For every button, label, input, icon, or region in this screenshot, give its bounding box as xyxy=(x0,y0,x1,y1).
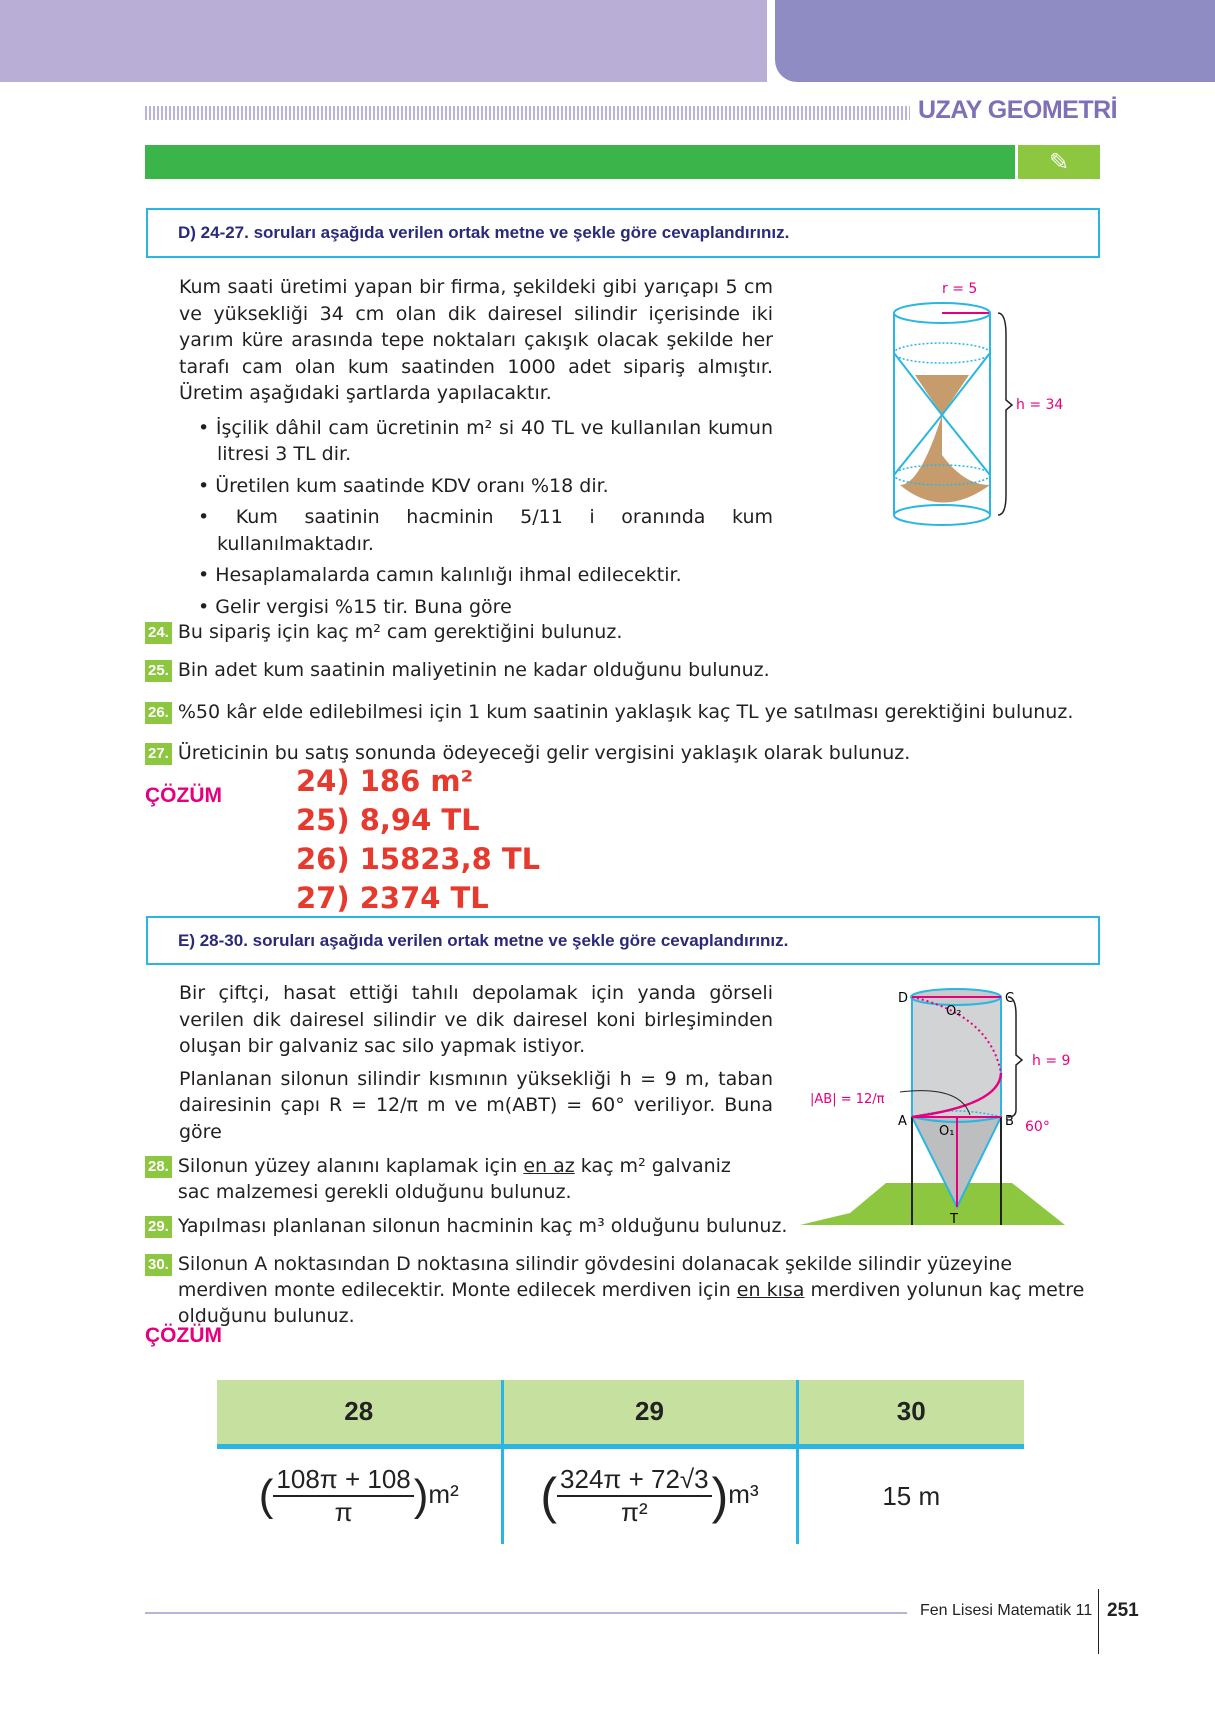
header-band-left xyxy=(0,0,767,82)
answer-24: 24) 186 m² xyxy=(296,764,474,798)
answer-25: 25) 8,94 TL xyxy=(296,803,480,837)
list-item: • Gelir vergisi %15 tir. Buna göre xyxy=(179,594,773,621)
point-t: T xyxy=(950,1212,958,1227)
solution-label: ÇÖZÜM xyxy=(145,1324,222,1347)
question-text: Bu sipariş için kaç m² cam gerektiğini bulunuz. xyxy=(177,621,623,643)
paragraph-text: Bir çiftçi, hasat ettiği tahılı depolamak için yanda görseli verilen dik dairesel silindir ve dik dairesel koni birleşiminden oluşan bir galvaniz sac silo yapmak istiyor. xyxy=(179,982,773,1057)
question-text: Yapılması planlanan silonun hacminin kaç m³ olduğunu bulunuz. xyxy=(177,1215,788,1237)
hourglass-figure xyxy=(880,275,1080,530)
question-24 xyxy=(145,619,622,645)
radius-label: r = 5 xyxy=(942,281,978,297)
angle-label: 60° xyxy=(1025,1119,1050,1135)
paragraph-e xyxy=(179,980,773,1145)
instruction-text: E) 28-30. soruları aşağıda verilen ortak metne ve şekle göre cevaplandırınız. xyxy=(178,930,789,950)
chapter-title: UZAY GEOMETRİ xyxy=(918,96,1118,124)
book-title: Fen Lisesi Matematik 11 xyxy=(920,1602,1093,1619)
green-bar xyxy=(145,145,1015,179)
height-label: h = 9 xyxy=(1032,1053,1071,1069)
list-item: • Kum saatinin hacminin 5/11 i oranında kum kullanılmaktadır. xyxy=(179,504,773,557)
point-o1: O₁ xyxy=(939,1124,955,1139)
instruction-box-d xyxy=(146,208,1100,258)
paragraph-text: Planlanan silonun silindir kısmının yüksekliği h = 9 m, taban dairesinin çapı R = 12/π m ve m(ABT) = 60° veriliyor. Buna göre xyxy=(179,1067,773,1143)
question-text: Silonun yüzey alanını kaplamak için en az kaç m² galvaniz sac malzemesi gerekli olduğunu bulunuz. xyxy=(177,1155,731,1203)
point-d: D xyxy=(898,991,909,1006)
question-number: 24. xyxy=(145,622,172,644)
point-c: C xyxy=(1005,991,1015,1006)
list-item: • Hesaplamalarda camın kalınlığı ihmal edilecektir. xyxy=(179,562,773,589)
table-header: 29 xyxy=(502,1380,797,1446)
instruction-text: D) 24-27. soruları aşağıda verilen ortak metne ve şekle göre cevaplandırınız. xyxy=(178,223,790,242)
answer-28: ( $\frac{108\pi + 108}{\pi}$ )m² xyxy=(258,1464,459,1528)
answers xyxy=(296,762,540,918)
question-number: 30. xyxy=(145,1254,172,1276)
list-item: • İşçilik dâhil cam ücretinin m² si 40 TL ve kullanılan kumun litresi 3 TL dir. xyxy=(179,415,773,468)
answer-30: 15 m xyxy=(797,1446,1024,1544)
question-number: 27. xyxy=(145,743,172,765)
instruction-box-e xyxy=(146,916,1100,965)
question-25 xyxy=(145,657,770,683)
point-a: A xyxy=(898,1114,907,1129)
silo-figure xyxy=(800,985,1080,1240)
answer-27: 27) 2374 TL xyxy=(296,881,489,915)
point-o2: O₂ xyxy=(946,1004,962,1019)
table-header: 30 xyxy=(797,1380,1024,1446)
question-26 xyxy=(145,699,1073,725)
question-text: %50 kâr elde edilebilmesi için 1 kum saatinin yaklaşık kaç TL ye satılması gerektiğini bulunuz. xyxy=(177,701,1074,723)
list-item: • Üretilen kum saatinde KDV oranı %18 dir. xyxy=(179,473,773,500)
question-text: Bin adet kum saatinin maliyetinin ne kadar olduğunu bulunuz. xyxy=(177,659,770,681)
question-number: 26. xyxy=(145,702,172,724)
point-b: B xyxy=(1005,1114,1014,1129)
table-header: 28 xyxy=(217,1380,502,1446)
solution-label: ÇÖZÜM xyxy=(145,784,222,807)
question-text: Silonun A noktasından D noktasına silindir gövdesini dolanacak şekilde silindir yüzeyine merdiven monte edilecektir. Monte edilecek merdiven için en kısa merdiven yolunun kaç metre olduğunu bulunuz. xyxy=(177,1253,1085,1327)
question-number: 28. xyxy=(145,1156,172,1178)
height-label: h = 34 xyxy=(1016,397,1064,413)
footer-rule xyxy=(145,1612,907,1614)
solution-table xyxy=(217,1380,1024,1544)
conditions-list xyxy=(179,415,773,621)
diameter-label: |AB| = 12/π xyxy=(810,1092,885,1107)
pencil-icon: ✎ xyxy=(1018,145,1100,179)
answer-29: ( $\frac{324\pi + 72√3}{\text{π²}}$ )m³ xyxy=(502,1446,797,1544)
footer-divider xyxy=(1098,1589,1099,1654)
answer-26: 26) 15823,8 TL xyxy=(296,842,541,876)
paragraph-text: Kum saati üretimi yapan bir firma, şekildeki gibi yarıçapı 5 cm ve yüksekliği 34 cm olan dik dairesel silindir içerisinde iki yarım küre arasında tepe noktaları çakışık olacak şekilde her tarafı cam olan kum saatinden 1000 adet sipariş almıştır. Üretim aşağıdaki şartlarda yapılacaktır. xyxy=(179,276,773,404)
paragraph-d xyxy=(179,274,773,620)
question-number: 25. xyxy=(145,660,172,682)
question-text: Üreticinin bu satış sonunda ödeyeceği gelir vergisini yaklaşık olarak bulunuz. xyxy=(177,742,911,764)
header-rule xyxy=(145,106,910,120)
page-number: 251 xyxy=(1107,1600,1139,1621)
question-29 xyxy=(145,1213,787,1239)
question-30 xyxy=(145,1251,1105,1329)
question-28 xyxy=(145,1153,765,1205)
header-band-right xyxy=(775,0,1215,82)
question-number: 29. xyxy=(145,1216,172,1238)
